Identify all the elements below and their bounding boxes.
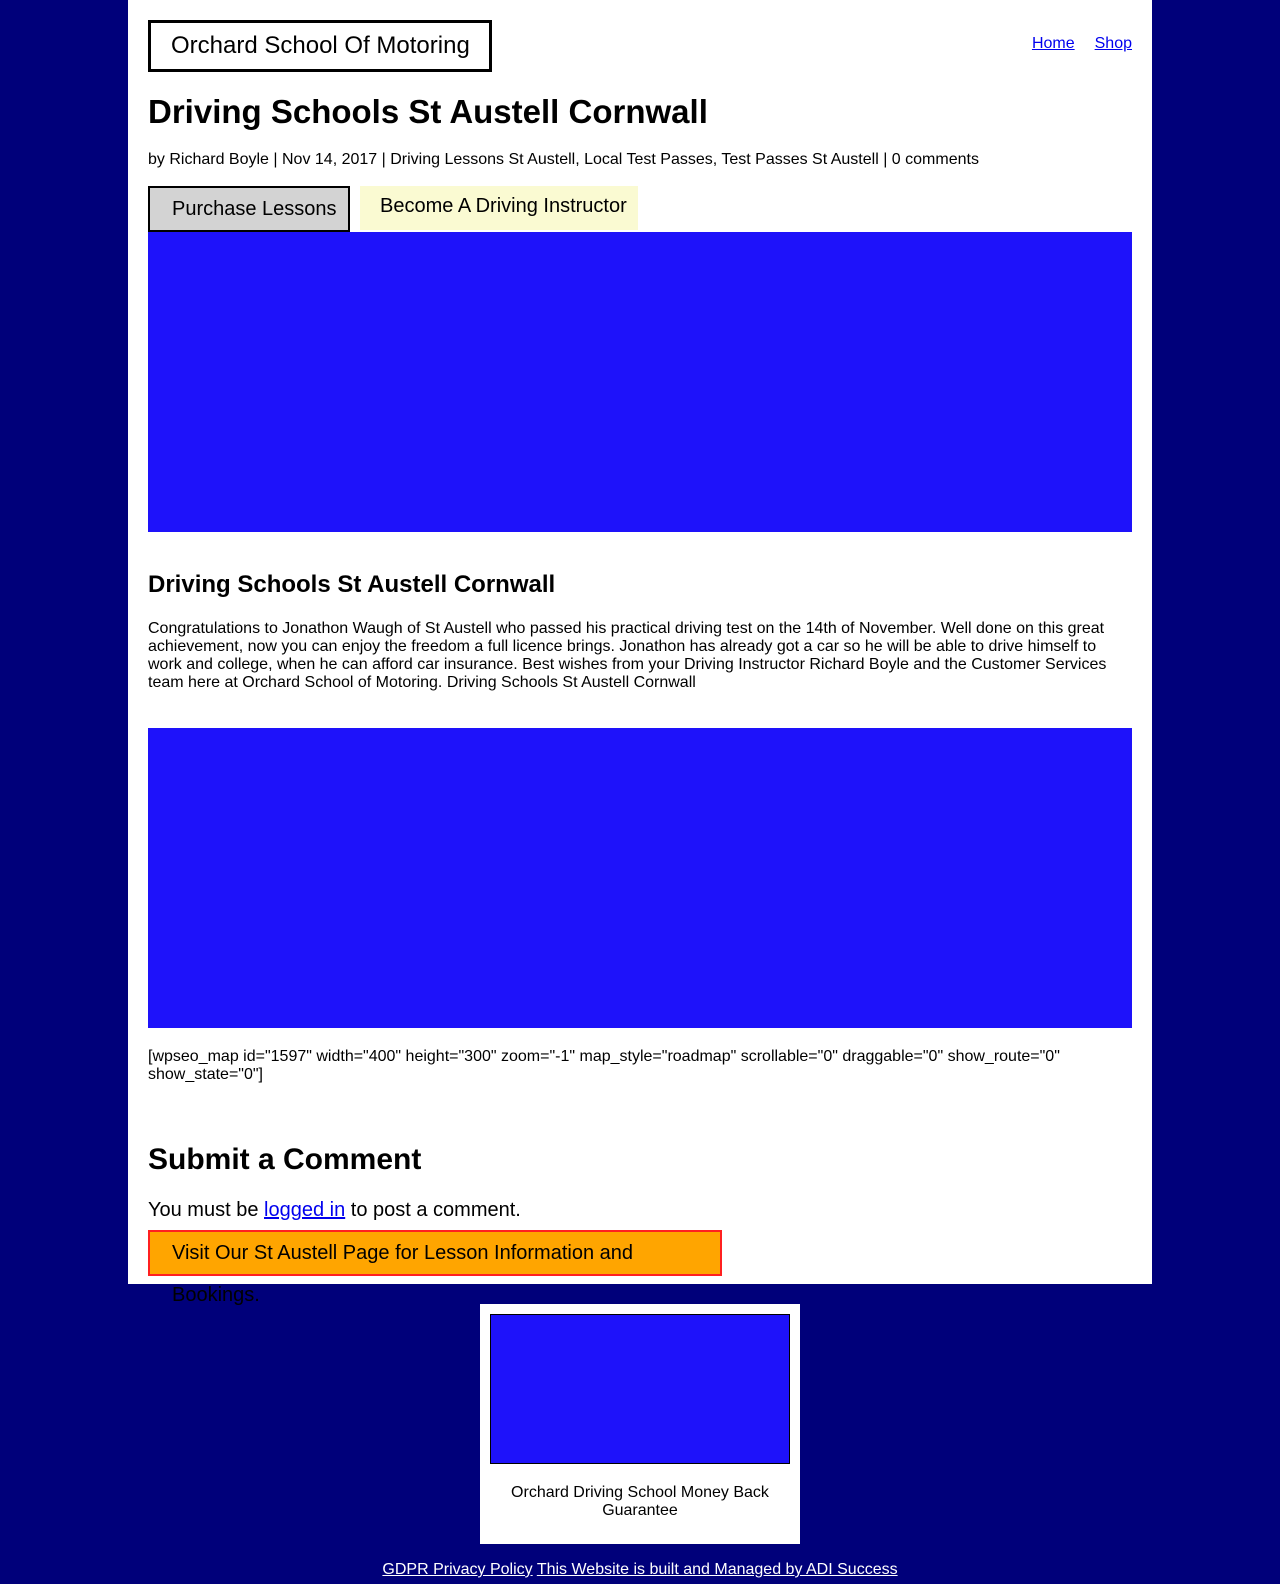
guarantee-card[interactable] (480, 1304, 800, 1544)
login-note-suffix: to post a comment. (345, 1199, 521, 1221)
content-image (148, 728, 1132, 1028)
top-nav (1032, 35, 1132, 53)
purchase-lessons-button[interactable]: Purchase Lessons (148, 186, 350, 232)
logged-in-link[interactable]: logged in (264, 1199, 346, 1221)
map-shortcode-text: [wpseo_map id="1597" width="400" height="300" zoom="-1" map_style="roadmap" scrollable="0" draggable="0" show_route="0" show_state="0"] (148, 1048, 1060, 1083)
page-title: Driving Schools St Austell Cornwall (148, 93, 708, 130)
nav-home-link[interactable]: Home (1031, 35, 1075, 52)
section-heading: Driving Schools St Austell Cornwall (148, 571, 556, 598)
visit-st-austell-button[interactable]: Visit Our St Austell Page for Lesson Information and Bookings. (148, 1230, 722, 1276)
become-instructor-button[interactable]: Become A Driving Instructor (360, 186, 638, 230)
site-logo[interactable]: Orchard School Of Motoring (148, 20, 492, 72)
nav-shop-link[interactable]: Shop (1094, 35, 1132, 52)
post-body: Congratulations to Jonathon Waugh of St Austell who passed his practical driving test on the 14th of November. Well done on this great achievement, now you can enjoy the freedom a full licence brings. Jonathon has already got a car so he will be able to drive himself to work and college, when he can afford car insurance. Best wishes from your Driving Instructor Richard Boyle and the Customer Services team here at Orchard School of Motoring. Driving Schools St Austell Cornwall (148, 620, 1107, 691)
featured-image (148, 232, 1132, 532)
comment-section-title: Submit a Comment (148, 1143, 422, 1176)
footer (0, 1560, 1280, 1580)
gdpr-privacy-link[interactable]: GDPR Privacy Policy (382, 1561, 533, 1578)
guarantee-image (490, 1314, 790, 1464)
login-note (148, 1198, 521, 1222)
main-content-panel (128, 0, 1152, 1306)
guarantee-caption: Orchard Driving School Money Back Guarantee (511, 1484, 769, 1519)
post-meta: by Richard Boyle | Nov 14, 2017 | Driving Lessons St Austell, Local Test Passes, Test Passes St Austell | 0 comments (148, 151, 979, 168)
adi-success-link[interactable]: This Website is built and Managed by ADI Success (536, 1561, 898, 1578)
login-note-prefix: You must be (148, 1199, 265, 1221)
